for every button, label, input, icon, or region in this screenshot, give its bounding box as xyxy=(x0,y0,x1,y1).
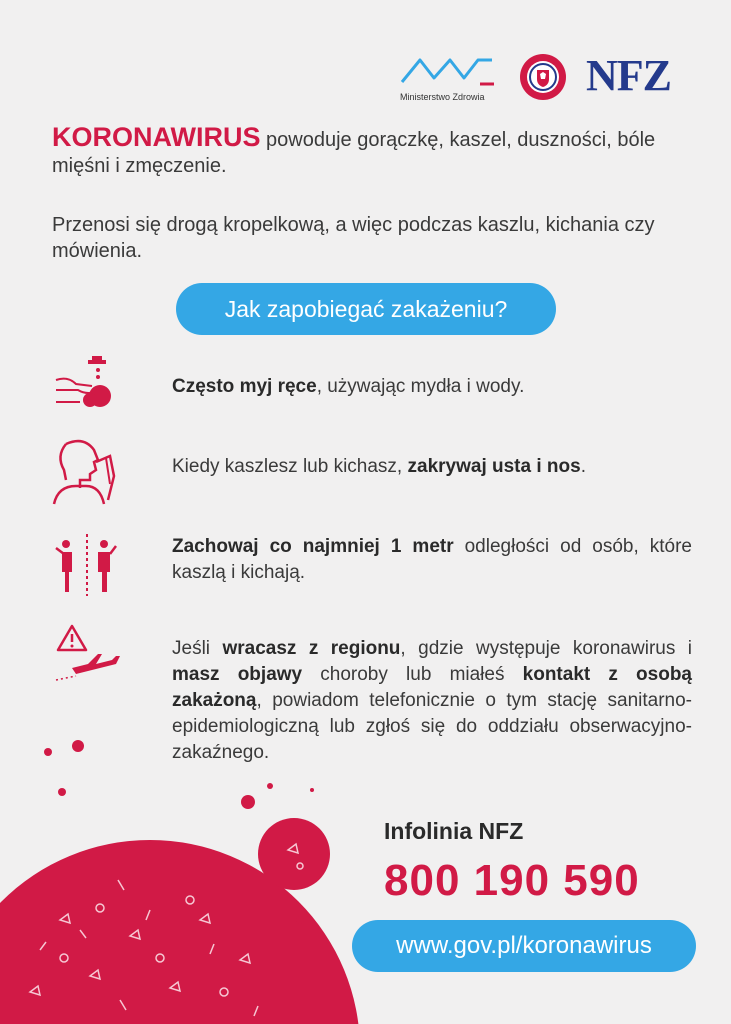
koronawirus-heading: KORONAWIRUS xyxy=(52,122,261,152)
tip-travel-bold-3: kontakt z osobą zakażoną xyxy=(172,664,692,711)
nfz-logo: NFZ xyxy=(586,51,671,100)
handwashing-icon xyxy=(52,350,122,420)
distance-icon xyxy=(52,530,122,600)
prevention-heading-pill: Jak zapobiegać zakażeniu? xyxy=(176,283,556,335)
infoline-phone-number[interactable]: 800 190 590 xyxy=(384,856,640,905)
sanitary-inspection-logo xyxy=(518,52,568,102)
website-link-pill[interactable]: www.gov.pl/koronawirus xyxy=(352,920,696,972)
ministry-of-health-logo xyxy=(398,52,508,108)
ministry-logo-mark xyxy=(398,52,498,88)
tip-travel-text-2: choroby lub miałeś xyxy=(302,664,523,685)
tip-travel-text-1: , gdzie występuje koronawirus i xyxy=(400,638,692,659)
intro-symptoms-text: powoduje gorączkę, kaszel, duszności, bóle mięśni i zmęczenie. xyxy=(52,129,656,177)
infoline-label: Infolinia NFZ xyxy=(384,818,524,844)
tip-keep-distance-rest: odległości od osób, które kaszlą i kichają. xyxy=(172,536,692,583)
tip-travel-text-3: , powiadom telefonicznie o tym stację sanitarno-epidemiologiczną lub zgłoś się do oddziału obserwacyjno-zakaźnego. xyxy=(172,690,692,763)
tip-wash-hands-rest: , używając mydła i wody. xyxy=(316,376,525,397)
tip-cover-mouth-lead: Kiedy kaszlesz lub kichasz, xyxy=(172,456,408,477)
tip-cover-mouth xyxy=(172,454,692,480)
travel-warning-icon xyxy=(52,622,122,692)
tip-wash-hands-bold: Często myj ręce xyxy=(172,376,317,397)
tip-travel-bold-2: masz objawy xyxy=(172,664,303,685)
tip-travel-bold-1: wracasz z regionu xyxy=(222,638,401,659)
tip-cover-mouth-bold: zakrywaj usta i nos xyxy=(407,456,581,477)
ministry-caption: Ministerstwo Zdrowia xyxy=(400,92,485,102)
tip-travel-text-0: Jeśli xyxy=(172,638,223,659)
tip-keep-distance-bold: Zachowaj co najmniej 1 metr xyxy=(172,536,454,557)
tip-wash-hands xyxy=(172,374,692,400)
intro-paragraph-symptoms xyxy=(52,124,692,179)
cover-mouth-icon xyxy=(52,436,122,506)
tip-keep-distance xyxy=(172,534,692,586)
virus-decoration xyxy=(0,730,360,1024)
tip-cover-mouth-end: . xyxy=(580,456,586,477)
intro-paragraph-transmission: Przenosi się drogą kropelkową, a więc podczas kaszlu, kichania czy mówienia. xyxy=(52,214,655,262)
